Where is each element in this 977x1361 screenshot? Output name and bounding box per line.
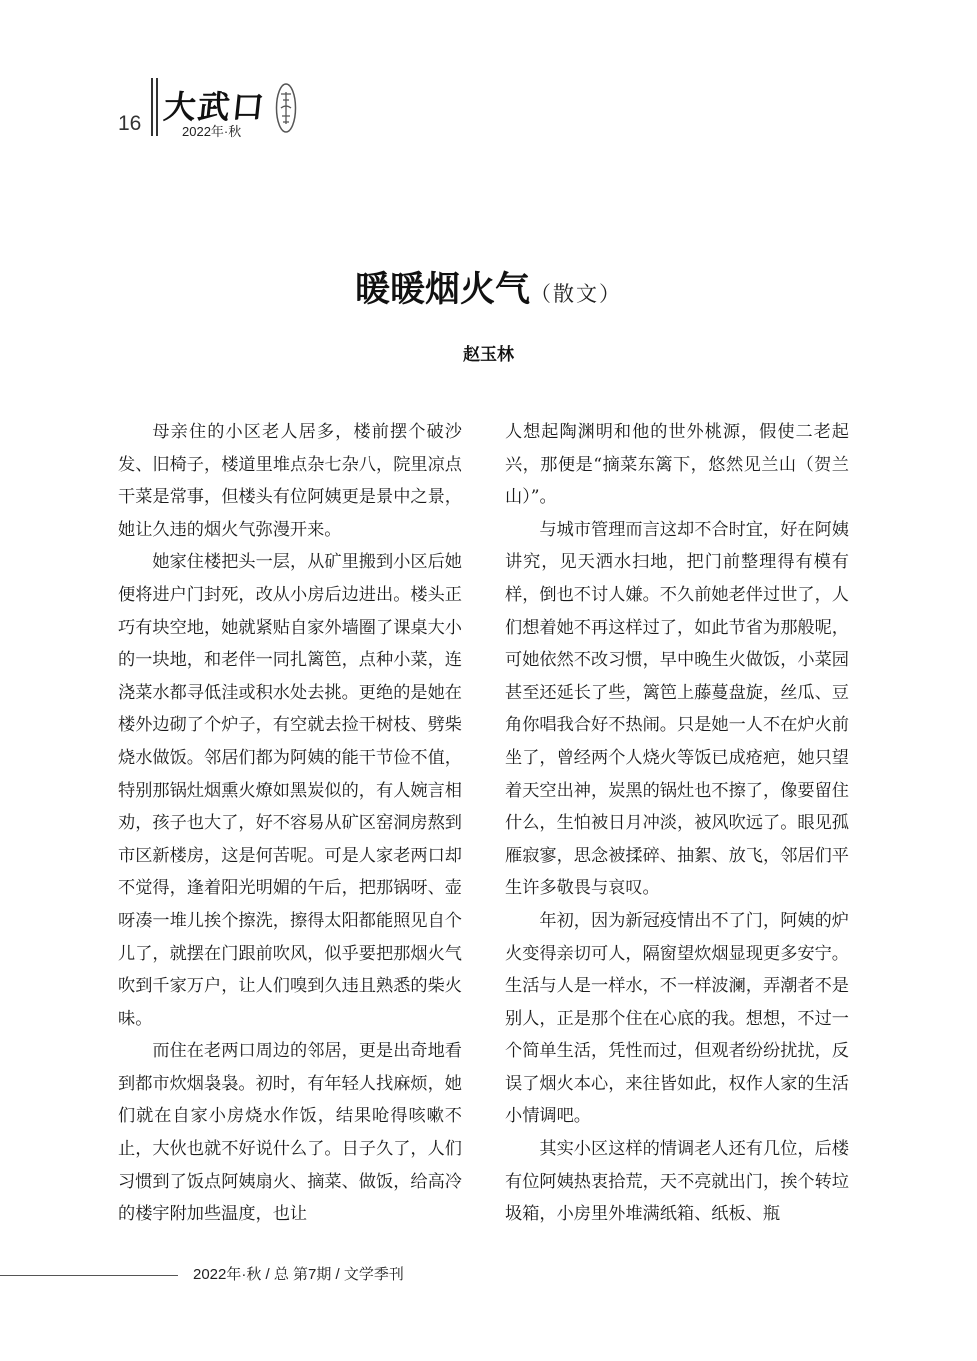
footer-text: 2022年·秋 / 总 第7期 / 文学季刊 [193,1266,404,1283]
issue-season: 2022年·秋 [182,124,242,139]
article-title [0,262,977,312]
paragraph: 年初，因为新冠疫情出不了门，阿姨的炉火变得亲切可人，隔窗望炊烟显现更多安宁。生活与人是一样水，不一样波澜，弄潮者不是别人，正是那个住在心底的我。想想，不过一个简单生活，凭性而过，但观者纷纷扰扰，反误了烟火本心，来往皆如此，权作人家的生活小情调吧。 [505,910,849,1127]
title-main: 暖暖烟火气 [354,269,530,310]
paragraph: 她家住楼把头一层，从矿里搬到小区后她便将进户门封死，改从小房后边进出。楼头正巧有块空地，她就紧贴自家外墙圈了课桌大小的一块地，和老伴一同扎篱笆，点种小菜，连浇菜水都寻低洼或积水处去挑。更绝的是她在楼外边砌了个炉子，有空就去捡干树枝、劈柴烧水做饭。邻居们都为阿姨的能干节俭不值，特别那锅灶烟熏火燎如黑炭似的，有人婉言相劝，孩子也大了，好不容易从矿区窑洞房熬到市区新楼房，这是何苦呢。可是人家老两口却不觉得，逢着阳光明媚的午后，把那锅呀、壶呀凑一堆儿挨个擦洗，擦得太阳都能照见自个儿了，就摆在门跟前吹风，似乎要把那烟火气吹到千家万户，让人们嗅到久违且熟悉的柴火味。 [118,552,462,1029]
paragraph: 其实小区这样的情调老人还有几位，后楼有位阿姨热衷拾荒，天不亮就出门，挨个转垃圾箱，小房里外堆满纸箱、纸板、瓶 [505,1139,849,1225]
paragraph: 母亲住的小区老人居多，楼前摆个破沙发、旧椅子，楼道里堆点杂七杂八，院里凉点干菜是常事，但楼头有位阿姨更是景中之景，她让久违的烟火气弥漫开来。 [118,422,462,540]
paragraph: 而住在老两口周边的邻居，更是出奇地看到都市炊烟袅袅。初时，有年轻人找麻烦，她们就在自家小房烧水作饭，结果呛得咳嗽不止，大伙也就不好说什么了。日子久了，人们习惯到了饭点阿姨扇火、摘菜、做饭，给高冷的楼宇附加些温度，也让 [118,1041,462,1225]
page-number: 16 [118,112,142,135]
left-column [118,416,462,1231]
header-rule [151,78,153,136]
header-rule [156,78,158,136]
seal-icon [275,82,297,134]
author-name: 赵玉林 [463,345,514,365]
paragraph: 与城市管理而言这却不合时宜，好在阿姨讲究，见天洒水扫地，把门前整理得有模有样，倒也不讨人嫌。不久前她老伴过世了，人们想着她不再这样过了，如此节省为那般呢，可她依然不改习惯，早中晚生火做饭，小菜园甚至还延长了些，篱笆上藤蔓盘旋，丝瓜、豆角你唱我合好不热闹。只是她一人不在炉火前坐了，曾经两个人烧火等饭已成疮疤，她只望着天空出神，炭黑的锅灶也不擦了，像要留住什么，生怕被日月冲淡，被风吹远了。眼见孤雁寂寥，思念被揉碎、抽絮、放飞，邻居们平生许多敬畏与哀叹。 [505,519,849,899]
paragraph-continued: 人想起陶渊明和他的世外桃源，假使二老起兴，那便是“摘菜东篱下，悠然见兰山（贺兰山）”。 [505,422,849,508]
right-column [505,416,849,1231]
title-genre: （散文） [530,282,622,306]
footer-rule [0,1275,178,1276]
magazine-title: 大武口 [161,88,268,126]
